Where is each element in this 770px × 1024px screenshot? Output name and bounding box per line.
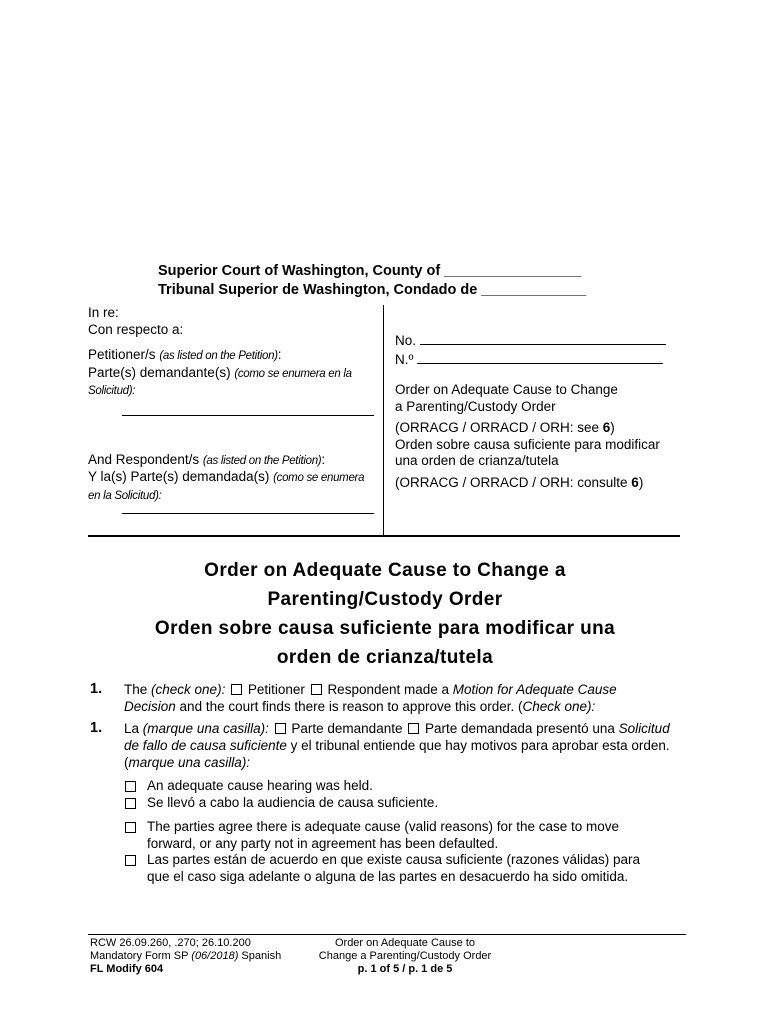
footer-mandatory: Mandatory Form SP (06/2018) Spanish bbox=[90, 950, 282, 962]
footer-title-2: Change a Parenting/Custody Order bbox=[318, 950, 492, 962]
section-number: 1. bbox=[90, 720, 103, 736]
hearing-option-en: An adequate cause hearing was held. bbox=[125, 778, 665, 795]
in-re-label: In re: bbox=[88, 305, 119, 320]
order-title-en-2: a Parenting/Custody Order bbox=[395, 398, 556, 414]
petitioner-checkbox[interactable] bbox=[231, 684, 242, 695]
court-name-es: Tribunal Superior de Washington, Condado de _____________ bbox=[158, 282, 587, 298]
title-line-2: Parenting/Custody Order bbox=[267, 589, 503, 610]
case-caption bbox=[88, 305, 680, 537]
con-respecto-label: Con respecto a: bbox=[88, 321, 184, 337]
hearing-en-checkbox[interactable] bbox=[125, 781, 136, 792]
order-title-en-1: Order on Adequate Cause to Change bbox=[395, 382, 618, 397]
footer-rule bbox=[88, 934, 686, 935]
hearing-option-es: Se llevó a cabo la audiencia de causa suficiente. bbox=[125, 795, 665, 812]
section-number: 1. bbox=[90, 681, 103, 697]
parte-demandada-checkbox[interactable] bbox=[408, 723, 419, 734]
order-title-es-1: Orden sobre causa suficiente para modificar bbox=[395, 436, 660, 452]
title-line-4: orden de crianza/tutela bbox=[276, 647, 494, 668]
case-number-es-field: N.º bbox=[395, 350, 680, 369]
agree-en-checkbox[interactable] bbox=[125, 822, 136, 833]
parte-demandante-label: Parte(s) demandante(s) (como se enumera en la Solicitud): bbox=[88, 364, 352, 397]
footer-rcw: RCW 26.09.260, .270; 26.10.200 bbox=[90, 937, 251, 949]
respondent-checkbox[interactable] bbox=[311, 684, 322, 695]
court-header bbox=[158, 262, 586, 300]
caption-bottom-rule bbox=[88, 535, 680, 537]
footer-left bbox=[90, 937, 330, 976]
order-title-es-2: una orden de crianza/tutela bbox=[395, 453, 559, 468]
footer-page-number: p. 1 of 5 / p. 1 de 5 bbox=[357, 963, 453, 975]
case-number-es-line[interactable] bbox=[417, 350, 663, 364]
footer-form-id: FL Modify 604 bbox=[90, 963, 164, 975]
document-title bbox=[0, 556, 770, 672]
agree-option-en: The parties agree there is adequate cause (valid reasons) for the case to move forward, or any party not in agreement has been defaulted. bbox=[125, 819, 665, 852]
parte-demandante-checkbox[interactable] bbox=[275, 723, 286, 734]
hearing-es-checkbox[interactable] bbox=[125, 798, 136, 809]
hearing-options bbox=[125, 778, 665, 885]
petitioner-name-line[interactable] bbox=[122, 415, 374, 416]
codes-es: (ORRACG / ORRACD / ORH: consulte 6) bbox=[395, 474, 644, 490]
case-number-field: No. bbox=[395, 331, 680, 350]
parte-demandada-label: Y la(s) Parte(s) demandada(s) (como se enumera en la Solicitud): bbox=[88, 469, 365, 502]
court-name-en: Superior Court of Washington, County of _________________ bbox=[158, 263, 582, 279]
agree-option-es: Las partes están de acuerdo en que existe causa suficiente (razones válidas) para que el caso siga adelante o alguna de las partes en desacuerdo ha sido omitida. bbox=[125, 852, 665, 885]
title-line-3: Orden sobre causa suficiente para modificar una bbox=[154, 618, 616, 639]
respondent-label: And Respondent/s (as listed on the Petition): bbox=[88, 451, 326, 467]
respondent-name-line[interactable] bbox=[122, 513, 374, 514]
petitioner-label: Petitioner/s (as listed on the Petition): bbox=[88, 347, 282, 362]
section-1-en-text: The (check one): Petitioner Respondent made a Motion for Adequate Cause Decision and the court finds there is reason to approve this order. (Check one): bbox=[124, 682, 617, 714]
caption-case-info bbox=[395, 331, 680, 491]
footer-center bbox=[300, 937, 510, 976]
section-1-es-text: La (marque una casilla): Parte demandante Parte demandada presentó una Solicitud de fallo de causa suficiente y el tribunal entiende que hay motivos para aprobar esta orden. (marque una casilla): bbox=[124, 721, 670, 770]
caption-divider bbox=[383, 305, 384, 535]
case-number-line[interactable] bbox=[420, 331, 666, 345]
caption-parties bbox=[88, 305, 378, 504]
codes-en: (ORRACG / ORRACD / ORH: see 6) bbox=[395, 420, 615, 435]
title-line-1: Order on Adequate Cause to Change a bbox=[204, 560, 566, 581]
footer-title-1: Order on Adequate Cause to bbox=[334, 937, 476, 949]
agree-es-checkbox[interactable] bbox=[125, 855, 136, 866]
